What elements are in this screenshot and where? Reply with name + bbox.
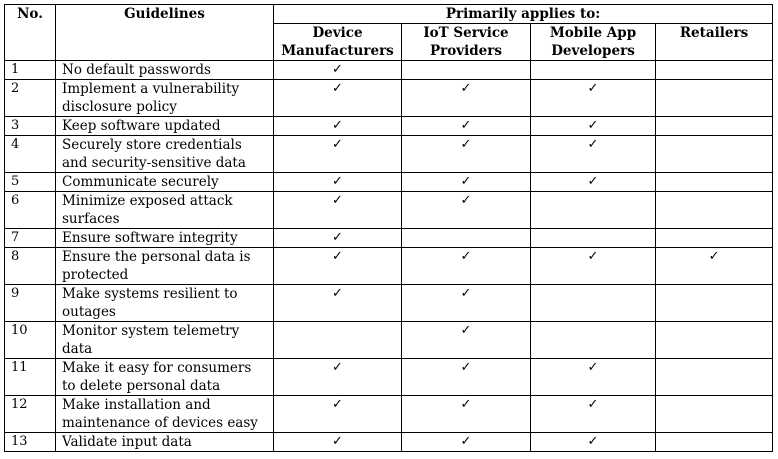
check-cell-mobile-app-developers: [531, 322, 656, 359]
check-cell-device-manufacturers: [274, 396, 402, 433]
check-mark-icon: ✓: [587, 397, 599, 412]
row-number: 1: [5, 61, 56, 80]
table-row: [5, 396, 773, 433]
table-body: [5, 61, 773, 452]
check-cell-iot-service-providers: [402, 229, 531, 248]
check-cell-retailers: [656, 192, 773, 229]
row-guideline: Ensure software integrity: [56, 229, 274, 248]
check-mark-icon: ✓: [587, 81, 599, 96]
check-cell-mobile-app-developers: [531, 433, 656, 452]
table-row: [5, 248, 773, 285]
row-number: 13: [5, 433, 56, 452]
check-cell-mobile-app-developers: [531, 61, 656, 80]
row-guideline: Ensure the personal data is protected: [56, 248, 274, 285]
table-row: [5, 117, 773, 136]
row-guideline: Make it easy for consumers to delete personal data: [56, 359, 274, 396]
check-cell-retailers: [656, 136, 773, 173]
check-cell-device-manufacturers: [274, 192, 402, 229]
check-cell-iot-service-providers: [402, 192, 531, 229]
header-primarily-applies-to: Primarily applies to:: [274, 5, 773, 24]
check-cell-device-manufacturers: [274, 285, 402, 322]
row-number: 10: [5, 322, 56, 359]
table-row: [5, 192, 773, 229]
row-guideline: Minimize exposed attack surfaces: [56, 192, 274, 229]
check-cell-iot-service-providers: [402, 80, 531, 117]
check-mark-icon: ✓: [460, 193, 472, 208]
check-mark-icon: ✓: [332, 62, 343, 77]
table-row: [5, 359, 773, 396]
check-mark-icon: ✓: [460, 397, 472, 412]
check-cell-retailers: [656, 396, 773, 433]
check-cell-device-manufacturers: [274, 117, 402, 136]
check-cell-retailers: [656, 285, 773, 322]
header-mobile-app-developers: Mobile App Developers: [531, 24, 656, 61]
row-guideline: Securely store credentials and security-sensitive data: [56, 136, 274, 173]
row-guideline: Make installation and maintenance of devices easy: [56, 396, 274, 433]
row-number: 7: [5, 229, 56, 248]
check-cell-mobile-app-developers: [531, 136, 656, 173]
row-guideline: Validate input data: [56, 433, 274, 452]
check-cell-device-manufacturers: [274, 359, 402, 396]
guidelines-table: [4, 4, 773, 452]
check-cell-retailers: [656, 229, 773, 248]
check-cell-mobile-app-developers: [531, 285, 656, 322]
check-cell-device-manufacturers: [274, 136, 402, 173]
row-guideline: Make systems resilient to outages: [56, 285, 274, 322]
check-mark-icon: ✓: [587, 174, 599, 189]
check-mark-icon: ✓: [587, 249, 599, 264]
check-cell-mobile-app-developers: [531, 117, 656, 136]
check-mark-icon: ✓: [460, 323, 472, 338]
check-mark-icon: ✓: [332, 230, 343, 245]
check-cell-retailers: [656, 322, 773, 359]
check-cell-retailers: [656, 433, 773, 452]
check-cell-device-manufacturers: [274, 229, 402, 248]
table-row: [5, 229, 773, 248]
check-mark-icon: ✓: [460, 286, 472, 301]
check-cell-iot-service-providers: [402, 396, 531, 433]
row-number: 4: [5, 136, 56, 173]
table-row: [5, 173, 773, 192]
check-mark-icon: ✓: [460, 118, 472, 133]
row-number: 9: [5, 285, 56, 322]
check-mark-icon: ✓: [332, 360, 343, 375]
check-mark-icon: ✓: [708, 249, 720, 264]
row-number: 2: [5, 80, 56, 117]
check-mark-icon: ✓: [332, 118, 343, 133]
check-mark-icon: ✓: [460, 137, 472, 152]
check-cell-mobile-app-developers: [531, 359, 656, 396]
check-cell-device-manufacturers: [274, 173, 402, 192]
check-mark-icon: ✓: [332, 193, 343, 208]
check-cell-mobile-app-developers: [531, 229, 656, 248]
check-mark-icon: ✓: [460, 360, 472, 375]
check-cell-mobile-app-developers: [531, 396, 656, 433]
check-mark-icon: ✓: [332, 286, 343, 301]
table-row: [5, 136, 773, 173]
row-number: 8: [5, 248, 56, 285]
header-no: No.: [5, 5, 56, 61]
row-number: 6: [5, 192, 56, 229]
check-cell-device-manufacturers: [274, 433, 402, 452]
row-number: 5: [5, 173, 56, 192]
check-mark-icon: ✓: [332, 81, 343, 96]
row-number: 3: [5, 117, 56, 136]
row-number: 11: [5, 359, 56, 396]
check-mark-icon: ✓: [460, 434, 472, 449]
check-cell-retailers: [656, 173, 773, 192]
check-mark-icon: ✓: [332, 137, 343, 152]
check-cell-mobile-app-developers: [531, 248, 656, 285]
table-row: [5, 80, 773, 117]
check-cell-iot-service-providers: [402, 136, 531, 173]
check-cell-device-manufacturers: [274, 61, 402, 80]
check-cell-iot-service-providers: [402, 322, 531, 359]
table-row: [5, 285, 773, 322]
check-cell-iot-service-providers: [402, 117, 531, 136]
check-mark-icon: ✓: [460, 174, 472, 189]
header-device-manufacturers: Device Manufacturers: [274, 24, 402, 61]
check-mark-icon: ✓: [587, 434, 599, 449]
check-cell-iot-service-providers: [402, 173, 531, 192]
header-guidelines: Guidelines: [56, 5, 274, 61]
check-mark-icon: ✓: [587, 118, 599, 133]
check-mark-icon: ✓: [460, 81, 472, 96]
check-cell-iot-service-providers: [402, 433, 531, 452]
row-guideline: No default passwords: [56, 61, 274, 80]
check-cell-mobile-app-developers: [531, 173, 656, 192]
check-mark-icon: ✓: [587, 360, 599, 375]
check-cell-mobile-app-developers: [531, 80, 656, 117]
row-guideline: Implement a vulnerability disclosure policy: [56, 80, 274, 117]
check-cell-retailers: [656, 61, 773, 80]
header-retailers: Retailers: [656, 24, 773, 61]
table-row: [5, 433, 773, 452]
row-guideline: Monitor system telemetry data: [56, 322, 274, 359]
check-cell-iot-service-providers: [402, 61, 531, 80]
check-cell-mobile-app-developers: [531, 192, 656, 229]
table-row: [5, 322, 773, 359]
check-mark-icon: ✓: [332, 174, 343, 189]
header-iot-service-providers: IoT Service Providers: [402, 24, 531, 61]
check-cell-device-manufacturers: [274, 322, 402, 359]
row-number: 12: [5, 396, 56, 433]
check-cell-retailers: [656, 117, 773, 136]
check-cell-device-manufacturers: [274, 248, 402, 285]
table-row: [5, 61, 773, 80]
check-cell-iot-service-providers: [402, 359, 531, 396]
check-mark-icon: ✓: [460, 249, 472, 264]
check-cell-retailers: [656, 80, 773, 117]
row-guideline: Communicate securely: [56, 173, 274, 192]
check-mark-icon: ✓: [332, 434, 343, 449]
check-cell-iot-service-providers: [402, 285, 531, 322]
check-cell-iot-service-providers: [402, 248, 531, 285]
check-mark-icon: ✓: [587, 137, 599, 152]
check-cell-device-manufacturers: [274, 80, 402, 117]
check-cell-retailers: [656, 248, 773, 285]
check-mark-icon: ✓: [332, 249, 343, 264]
check-mark-icon: ✓: [332, 397, 343, 412]
row-guideline: Keep software updated: [56, 117, 274, 136]
check-cell-retailers: [656, 359, 773, 396]
